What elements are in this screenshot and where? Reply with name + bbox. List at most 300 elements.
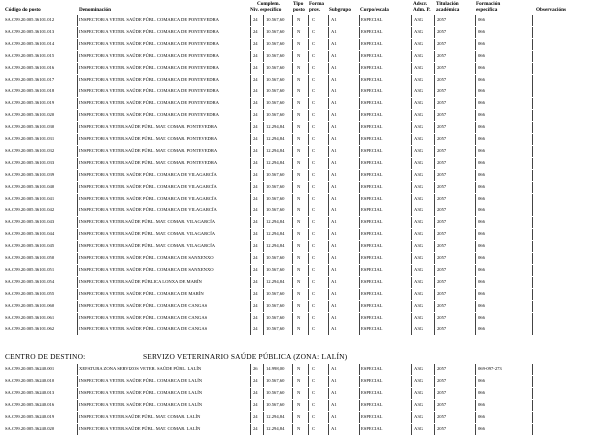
cell-nivel: 24 bbox=[253, 100, 258, 106]
cell-adscripcion: A3G bbox=[414, 255, 423, 260]
column-divider bbox=[292, 400, 293, 411]
cell-subgrupo: A1 bbox=[331, 326, 337, 332]
column-divider bbox=[359, 75, 360, 86]
cell-titulacion: 2057 bbox=[437, 207, 447, 213]
cell-codigo: SA.C99.20.005.36101.042 bbox=[5, 207, 55, 213]
column-divider bbox=[250, 122, 251, 133]
cell-formacion: 066 bbox=[478, 17, 485, 22]
column-divider bbox=[292, 388, 293, 399]
column-divider bbox=[411, 205, 412, 216]
cell-subgrupo: A1 bbox=[331, 426, 337, 431]
column-divider bbox=[475, 265, 476, 276]
cell-forma: C bbox=[312, 426, 316, 431]
cell-corpo: ESPECIAL bbox=[361, 183, 383, 189]
table-row bbox=[0, 181, 615, 193]
column-divider bbox=[475, 75, 476, 86]
cell-corpo: ESPECIAL bbox=[361, 266, 383, 272]
column-divider bbox=[308, 364, 309, 375]
column-divider bbox=[250, 158, 251, 169]
column-divider bbox=[434, 364, 435, 375]
column-divider bbox=[532, 170, 533, 181]
column-divider bbox=[434, 205, 435, 216]
cell-subgrupo: A1 bbox=[331, 290, 337, 296]
column-divider bbox=[434, 51, 435, 62]
cell-denominacion: INSPECTOR/A VETER. SAÚDE PÚBL. COMARCA DE CANGAS bbox=[79, 326, 208, 332]
column-divider bbox=[308, 253, 309, 264]
column-divider bbox=[308, 217, 309, 228]
cell-subgrupo: A1 bbox=[331, 314, 337, 320]
column-divider bbox=[77, 265, 78, 276]
column-divider bbox=[475, 217, 476, 228]
cell-adscripcion: A3G bbox=[414, 326, 423, 332]
cell-forma: C bbox=[312, 159, 316, 165]
cell-subgrupo: A1 bbox=[331, 76, 337, 82]
column-divider bbox=[263, 63, 264, 74]
cell-nivel: 24 bbox=[253, 52, 258, 58]
column-divider bbox=[292, 158, 293, 169]
cell-codigo: SA.C99.20.005.36101.055 bbox=[5, 290, 55, 296]
cell-denominacion: INSPECTOR/A VETER. SAÚDE PÚBL. COMARCA DE PONTEVEDRA bbox=[79, 40, 219, 46]
column-divider bbox=[292, 412, 293, 423]
column-divider bbox=[532, 388, 533, 399]
cell-complemento: 10.567,60 bbox=[266, 52, 285, 58]
column-divider bbox=[434, 229, 435, 240]
cell-formacion: 066 bbox=[478, 171, 485, 177]
table-row bbox=[0, 26, 615, 38]
cell-complemento: 10.567,60 bbox=[266, 302, 285, 308]
cell-corpo: ESPECIAL bbox=[361, 100, 383, 106]
cell-nivel: 24 bbox=[253, 290, 258, 296]
column-divider bbox=[263, 277, 264, 288]
cell-forma: C bbox=[312, 207, 316, 213]
cell-formacion: 066 bbox=[478, 290, 485, 296]
cell-corpo: ESPECIAL bbox=[361, 314, 383, 320]
cell-forma: C bbox=[312, 266, 316, 272]
cell-forma: C bbox=[312, 231, 316, 237]
cell-tipo: N bbox=[297, 414, 301, 419]
cell-formacion: 066 bbox=[478, 314, 485, 320]
cell-denominacion: INSPECTOR/A VETER.SAÚDE PÚBL. MAT. COMAR. LALÍN bbox=[79, 426, 201, 431]
column-divider bbox=[308, 388, 309, 399]
column-divider bbox=[532, 376, 533, 387]
table-row bbox=[0, 204, 615, 216]
header-complem bbox=[250, 1, 282, 13]
cell-formacion: 066 bbox=[478, 64, 485, 70]
cell-adscripcion: A3G bbox=[414, 88, 423, 94]
column-divider bbox=[475, 15, 476, 26]
column-divider bbox=[250, 75, 251, 86]
column-divider bbox=[434, 376, 435, 387]
table-row bbox=[0, 240, 615, 252]
cell-forma: C bbox=[312, 366, 316, 371]
cell-tipo: N bbox=[297, 302, 301, 308]
column-divider bbox=[434, 194, 435, 205]
column-divider bbox=[328, 134, 329, 145]
column-divider bbox=[250, 15, 251, 26]
cell-forma: C bbox=[312, 124, 316, 130]
header-titulacion-line1: Titulación bbox=[436, 1, 459, 7]
cell-formacion: 066 bbox=[478, 195, 485, 201]
cell-tipo: N bbox=[297, 366, 301, 371]
column-divider bbox=[77, 241, 78, 252]
cell-complemento: 10.567,60 bbox=[266, 195, 285, 201]
cell-forma: C bbox=[312, 147, 316, 153]
cell-codigo: SA.C99.20.005.36101.045 bbox=[5, 243, 55, 249]
column-divider bbox=[475, 289, 476, 300]
cell-titulacion: 2057 bbox=[437, 76, 447, 82]
column-divider bbox=[308, 289, 309, 300]
cell-complemento: 10.567,60 bbox=[266, 255, 285, 260]
column-divider bbox=[263, 15, 264, 26]
cell-complemento: 10.567,60 bbox=[266, 402, 285, 407]
cell-complemento: 10.567,60 bbox=[266, 266, 285, 272]
column-divider bbox=[263, 110, 264, 121]
column-divider bbox=[77, 313, 78, 324]
cell-titulacion: 2057 bbox=[437, 219, 447, 225]
cell-codigo: SA.C99.20.005.36240.019 bbox=[5, 414, 55, 419]
cell-subgrupo: A1 bbox=[331, 231, 337, 237]
column-divider bbox=[77, 182, 78, 193]
column-divider bbox=[411, 146, 412, 157]
column-divider bbox=[77, 400, 78, 411]
column-divider bbox=[359, 388, 360, 399]
column-divider bbox=[77, 86, 78, 97]
column-divider bbox=[263, 98, 264, 109]
cell-forma: C bbox=[312, 195, 316, 201]
cell-complemento: 10.567,60 bbox=[266, 88, 285, 94]
cell-formacion: 066 bbox=[478, 52, 485, 58]
column-divider bbox=[434, 289, 435, 300]
column-divider bbox=[475, 400, 476, 411]
cell-adscripcion: A3G bbox=[414, 414, 423, 419]
column-divider bbox=[328, 170, 329, 181]
cell-nivel: 24 bbox=[253, 243, 258, 249]
column-divider bbox=[308, 27, 309, 38]
column-divider bbox=[532, 412, 533, 423]
column-divider bbox=[292, 241, 293, 252]
column-divider bbox=[308, 75, 309, 86]
column-divider bbox=[250, 412, 251, 423]
column-divider bbox=[434, 277, 435, 288]
cell-codigo: SA.C99.20.005.36101.016 bbox=[5, 64, 55, 70]
column-divider bbox=[263, 170, 264, 181]
column-divider bbox=[475, 63, 476, 74]
cell-forma: C bbox=[312, 402, 316, 407]
cell-titulacion: 2057 bbox=[437, 40, 447, 46]
column-divider bbox=[292, 217, 293, 228]
cell-formacion: 066 bbox=[478, 136, 485, 141]
column-divider bbox=[434, 424, 435, 435]
cell-complemento: 10.567,60 bbox=[266, 17, 285, 22]
table-row bbox=[0, 62, 615, 74]
column-divider bbox=[77, 15, 78, 26]
column-divider bbox=[328, 400, 329, 411]
cell-forma: C bbox=[312, 64, 316, 70]
column-divider bbox=[328, 110, 329, 121]
cell-adscripcion: A3G bbox=[414, 243, 423, 249]
table-row bbox=[0, 145, 615, 157]
column-divider bbox=[434, 301, 435, 312]
cell-denominacion: INSPECTOR/A VETER. SAÚDE PÚBL. COMARCA DE PONTEVEDRA bbox=[79, 64, 219, 70]
column-divider bbox=[359, 27, 360, 38]
column-divider bbox=[359, 253, 360, 264]
cell-nivel: 24 bbox=[253, 426, 258, 431]
column-divider bbox=[77, 146, 78, 157]
column-divider bbox=[263, 51, 264, 62]
cell-denominacion: INSPECTOR/A VETER. SAÚDE PÚBL. COMARCA DE CANGAS bbox=[79, 314, 208, 320]
column-divider bbox=[328, 39, 329, 50]
cell-subgrupo: A1 bbox=[331, 183, 337, 189]
column-divider bbox=[308, 277, 309, 288]
cell-formacion: 066 bbox=[478, 390, 485, 395]
cell-formacion: 066 bbox=[478, 326, 485, 332]
cell-titulacion: 2057 bbox=[437, 183, 447, 189]
column-divider bbox=[359, 313, 360, 324]
column-divider bbox=[292, 98, 293, 109]
column-divider bbox=[250, 277, 251, 288]
column-divider bbox=[250, 134, 251, 145]
cell-denominacion: INSPECTOR/A VETER.SAÚDE PÚBL. MAT. COMAR. VILAGARCÍA bbox=[79, 219, 216, 225]
column-divider bbox=[263, 229, 264, 240]
cell-denominacion: INSPECTOR/A VETER. SAÚDE PÚBL. COMARCA DE PONTEVEDRA bbox=[79, 17, 219, 22]
cell-formacion: 066 bbox=[478, 100, 485, 106]
column-divider bbox=[292, 146, 293, 157]
cell-corpo: ESPECIAL bbox=[361, 366, 383, 371]
column-divider bbox=[411, 364, 412, 375]
column-divider bbox=[359, 324, 360, 335]
cell-forma: C bbox=[312, 302, 316, 308]
column-divider bbox=[532, 15, 533, 26]
column-divider bbox=[328, 86, 329, 97]
column-divider bbox=[411, 27, 412, 38]
header-forma-line1: Forma bbox=[309, 1, 324, 7]
cell-nivel: 24 bbox=[253, 147, 258, 153]
cell-corpo: ESPECIAL bbox=[361, 378, 383, 383]
cell-corpo: ESPECIAL bbox=[361, 64, 383, 70]
column-divider bbox=[475, 134, 476, 145]
cell-tipo: N bbox=[297, 426, 301, 431]
cell-tipo: N bbox=[297, 183, 301, 189]
cell-complemento: 10.567,60 bbox=[266, 171, 285, 177]
column-divider bbox=[263, 376, 264, 387]
cell-nivel: 24 bbox=[253, 136, 258, 141]
column-divider bbox=[308, 122, 309, 133]
column-divider bbox=[250, 400, 251, 411]
cell-forma: C bbox=[312, 28, 316, 34]
cell-titulacion: 2057 bbox=[437, 302, 447, 308]
cell-complemento: 10.567,60 bbox=[266, 112, 285, 118]
column-divider bbox=[77, 301, 78, 312]
column-divider bbox=[308, 63, 309, 74]
cell-forma: C bbox=[312, 40, 316, 46]
cell-corpo: ESPECIAL bbox=[361, 159, 383, 165]
header-tipo bbox=[293, 1, 305, 13]
cell-adscripcion: A3G bbox=[414, 314, 423, 320]
column-divider bbox=[434, 122, 435, 133]
cell-nivel: 24 bbox=[253, 64, 258, 70]
cell-corpo: ESPECIAL bbox=[361, 426, 383, 431]
column-divider bbox=[475, 170, 476, 181]
cell-adscripcion: A3G bbox=[414, 124, 423, 130]
cell-nivel: 24 bbox=[253, 314, 258, 320]
cell-denominacion: INSPECTOR/A VETER. SAÚDE PÚBL. COMARCA DE VILAGARCÍA bbox=[79, 195, 217, 201]
column-divider bbox=[359, 364, 360, 375]
cell-adscripcion: A3G bbox=[414, 28, 423, 34]
column-divider bbox=[359, 39, 360, 50]
cell-subgrupo: A1 bbox=[331, 64, 337, 70]
column-divider bbox=[475, 388, 476, 399]
column-divider bbox=[308, 86, 309, 97]
column-divider bbox=[411, 289, 412, 300]
column-divider bbox=[411, 39, 412, 50]
column-divider bbox=[475, 51, 476, 62]
header-observacions: Observacións bbox=[536, 7, 566, 13]
header-complem-line2: Niv. específico bbox=[250, 7, 282, 13]
cell-denominacion: INSPECTOR/A VETER. SAÚDE PÚBL. COMARCA DE VILAGARCÍA bbox=[79, 183, 217, 189]
column-divider bbox=[263, 289, 264, 300]
cell-complemento: 12.294,84 bbox=[266, 426, 285, 431]
cell-tipo: N bbox=[297, 40, 301, 46]
cell-titulacion: 2057 bbox=[437, 278, 447, 284]
column-divider bbox=[532, 400, 533, 411]
column-divider bbox=[532, 277, 533, 288]
cell-corpo: ESPECIAL bbox=[361, 231, 383, 237]
cell-nivel: 26 bbox=[253, 366, 258, 371]
cell-subgrupo: A1 bbox=[331, 159, 337, 165]
cell-subgrupo: A1 bbox=[331, 40, 337, 46]
cell-corpo: ESPECIAL bbox=[361, 52, 383, 58]
column-divider bbox=[475, 324, 476, 335]
column-divider bbox=[411, 170, 412, 181]
cell-nivel: 24 bbox=[253, 171, 258, 177]
header-adscr bbox=[413, 1, 431, 13]
cell-denominacion: INSPECTOR/A VETER. SAÚDE PÚBL. COMARCA DE PONTEVEDRA bbox=[79, 88, 219, 94]
cell-adscripcion: A3G bbox=[414, 100, 423, 106]
column-divider bbox=[475, 205, 476, 216]
cell-codigo: SA.C99.20.005.36101.018 bbox=[5, 88, 55, 94]
column-divider bbox=[359, 194, 360, 205]
column-divider bbox=[328, 51, 329, 62]
column-divider bbox=[250, 376, 251, 387]
table-row bbox=[0, 109, 615, 121]
cell-adscripcion: A3G bbox=[414, 17, 423, 22]
column-divider bbox=[359, 122, 360, 133]
column-divider bbox=[250, 301, 251, 312]
cell-adscripcion: A3G bbox=[414, 402, 423, 407]
cell-codigo: SA.C99.20.005.36101.051 bbox=[5, 266, 55, 272]
column-divider bbox=[359, 146, 360, 157]
cell-denominacion: INSPECTOR/A VETER.SAÚDE PÚBL. MAT. COMAR. PONTEVEDRA bbox=[79, 136, 218, 141]
cell-adscripcion: A3G bbox=[414, 64, 423, 70]
column-divider bbox=[475, 424, 476, 435]
cell-denominacion: INSPECTOR/A VETER. SAÚDE PÚBL. COMARCA DE LALÍN bbox=[79, 378, 203, 383]
column-divider bbox=[77, 229, 78, 240]
table-row bbox=[0, 423, 615, 435]
cell-complemento: 10.567,60 bbox=[266, 40, 285, 46]
cell-codigo: SA.C99.20.005.36101.043 bbox=[5, 219, 55, 225]
column-divider bbox=[434, 217, 435, 228]
table-row bbox=[0, 50, 615, 62]
column-divider bbox=[292, 122, 293, 133]
column-divider bbox=[250, 39, 251, 50]
column-divider bbox=[292, 51, 293, 62]
cell-adscripcion: A3G bbox=[414, 195, 423, 201]
cell-forma: C bbox=[312, 219, 316, 225]
column-divider bbox=[411, 388, 412, 399]
column-divider bbox=[359, 229, 360, 240]
column-divider bbox=[250, 63, 251, 74]
column-divider bbox=[475, 229, 476, 240]
cell-codigo: SA.C99.20.005.36240.010 bbox=[5, 378, 55, 383]
cell-subgrupo: A1 bbox=[331, 243, 337, 249]
column-divider bbox=[532, 289, 533, 300]
cell-subgrupo: A1 bbox=[331, 366, 337, 371]
cell-subgrupo: A1 bbox=[331, 266, 337, 272]
cell-adscripcion: A3G bbox=[414, 366, 423, 371]
column-divider bbox=[359, 86, 360, 97]
cell-complemento: 12.294,84 bbox=[266, 278, 285, 284]
column-divider bbox=[328, 75, 329, 86]
cell-forma: C bbox=[312, 112, 316, 118]
column-divider bbox=[308, 412, 309, 423]
column-divider bbox=[77, 51, 78, 62]
column-divider bbox=[292, 229, 293, 240]
cell-complemento: 12.294,84 bbox=[266, 414, 285, 419]
cell-tipo: N bbox=[297, 243, 301, 249]
column-divider bbox=[308, 110, 309, 121]
column-divider bbox=[328, 98, 329, 109]
column-divider bbox=[77, 253, 78, 264]
column-divider bbox=[250, 313, 251, 324]
column-divider bbox=[292, 376, 293, 387]
column-divider bbox=[532, 301, 533, 312]
column-divider bbox=[263, 122, 264, 133]
cell-nivel: 24 bbox=[253, 378, 258, 383]
column-divider bbox=[532, 364, 533, 375]
cell-titulacion: 2057 bbox=[437, 17, 447, 22]
cell-denominacion: INSPECTOR/A VETER.SAÚDE PÚBL. MAT. COMAR. PONTEVEDRA bbox=[79, 147, 218, 153]
cell-tipo: N bbox=[297, 266, 301, 272]
column-divider bbox=[250, 241, 251, 252]
cell-forma: C bbox=[312, 52, 316, 58]
cell-tipo: N bbox=[297, 278, 301, 284]
column-divider bbox=[263, 205, 264, 216]
column-divider bbox=[434, 313, 435, 324]
cell-formacion: 066 bbox=[478, 378, 485, 383]
cell-codigo: SA.C99.20.005.36101.039 bbox=[5, 171, 55, 177]
column-divider bbox=[308, 51, 309, 62]
table-row bbox=[0, 252, 615, 264]
column-divider bbox=[532, 51, 533, 62]
column-divider bbox=[434, 253, 435, 264]
column-divider bbox=[328, 388, 329, 399]
cell-complemento: 12.294,84 bbox=[266, 147, 285, 153]
cell-corpo: ESPECIAL bbox=[361, 171, 383, 177]
column-divider bbox=[292, 110, 293, 121]
column-divider bbox=[532, 182, 533, 193]
cell-forma: C bbox=[312, 314, 316, 320]
column-divider bbox=[434, 27, 435, 38]
cell-formacion: 066 bbox=[478, 414, 485, 419]
cell-subgrupo: A1 bbox=[331, 378, 337, 383]
cell-forma: C bbox=[312, 390, 316, 395]
column-divider bbox=[475, 376, 476, 387]
cell-corpo: ESPECIAL bbox=[361, 147, 383, 153]
cell-complemento: 10.567,60 bbox=[266, 290, 285, 296]
cell-corpo: ESPECIAL bbox=[361, 402, 383, 407]
column-divider bbox=[475, 39, 476, 50]
column-divider bbox=[328, 289, 329, 300]
